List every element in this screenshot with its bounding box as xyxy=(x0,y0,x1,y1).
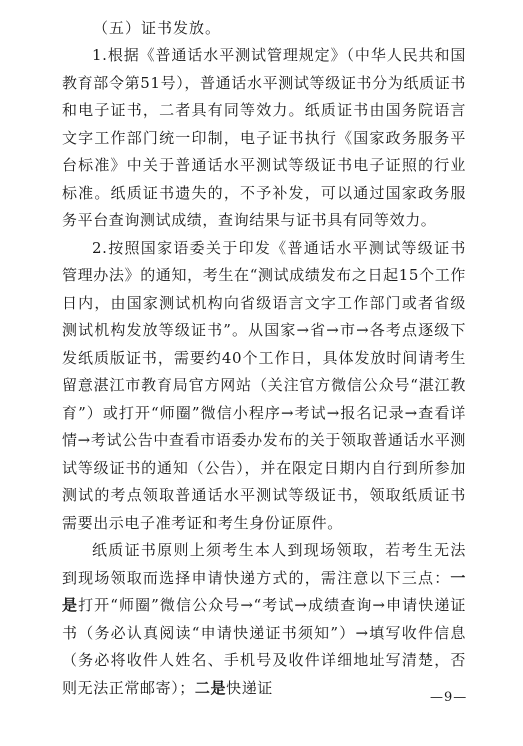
paragraph-2: 2.按照国家语委关于印发《普通话水平测试等级证书管理办法》的通知，考生在“测试成绩发布之日起15个工作日内，由国家测试机构向省级语言文字工作部门或者省级测试机构发放等级证书”。从国家→省→市→各考点逐级下发纸质版证书，需要约40个工作日，具体发放时间请考生留意湛江市教育局官方网站（关注官方微信公众号“湛江教育”）或打开“师圈”微信小程序→考试→报名记录→查看详情→考试公告中查看市语委办发布的关于领取普通话水平测试等级证书的通知（公告），并在限定日期内自行到所参加测试的考点领取普通话水平测试等级证书，领取纸质证书需要出示电子准考证和考生身份证原件。 xyxy=(62,238,466,532)
page-number: —9— xyxy=(430,690,468,705)
document-body xyxy=(62,14,466,702)
paragraph-3 xyxy=(62,537,466,702)
paragraph-3-text-e: 快递证 xyxy=(226,678,273,697)
point-one-label: 一是 xyxy=(62,568,466,614)
paragraph-3-text-c: 打开“师圈”微信公众号→“考试→成绩查询→申请快递证书（务必认真阅读“申请快递证书须知”）→填写收件信息（务必将收件人姓名、手机号及收件详细地址写清楚，否则无法正常邮寄）； xyxy=(62,596,467,697)
paragraph-3-text-a: 纸质证书原则上须考生本人到现场领取，若考生无法到现场领取而选择申请快递方式的，需注意以下三点： xyxy=(62,541,466,587)
section-heading: （五）证书发放。 xyxy=(93,19,222,37)
point-two-label: 二是 xyxy=(194,678,227,697)
paragraph-1: 1.根据《普通话水平测试管理规定》（中华人民共和国教育部令第51号），普通话水平测试等级证书分为纸质证书和电子证书，二者具有同等效力。纸质证书由国务院语言文字工作部门统一印制，电子证书执行《国家政务服务平台标准》中关于普通话水平测试等级证书电子证照的行业标准。纸质证书遗失的，不予补发，可以通过国家政务服务平台查询测试成绩，查询结果与证书具有同等效力。 xyxy=(62,46,466,229)
